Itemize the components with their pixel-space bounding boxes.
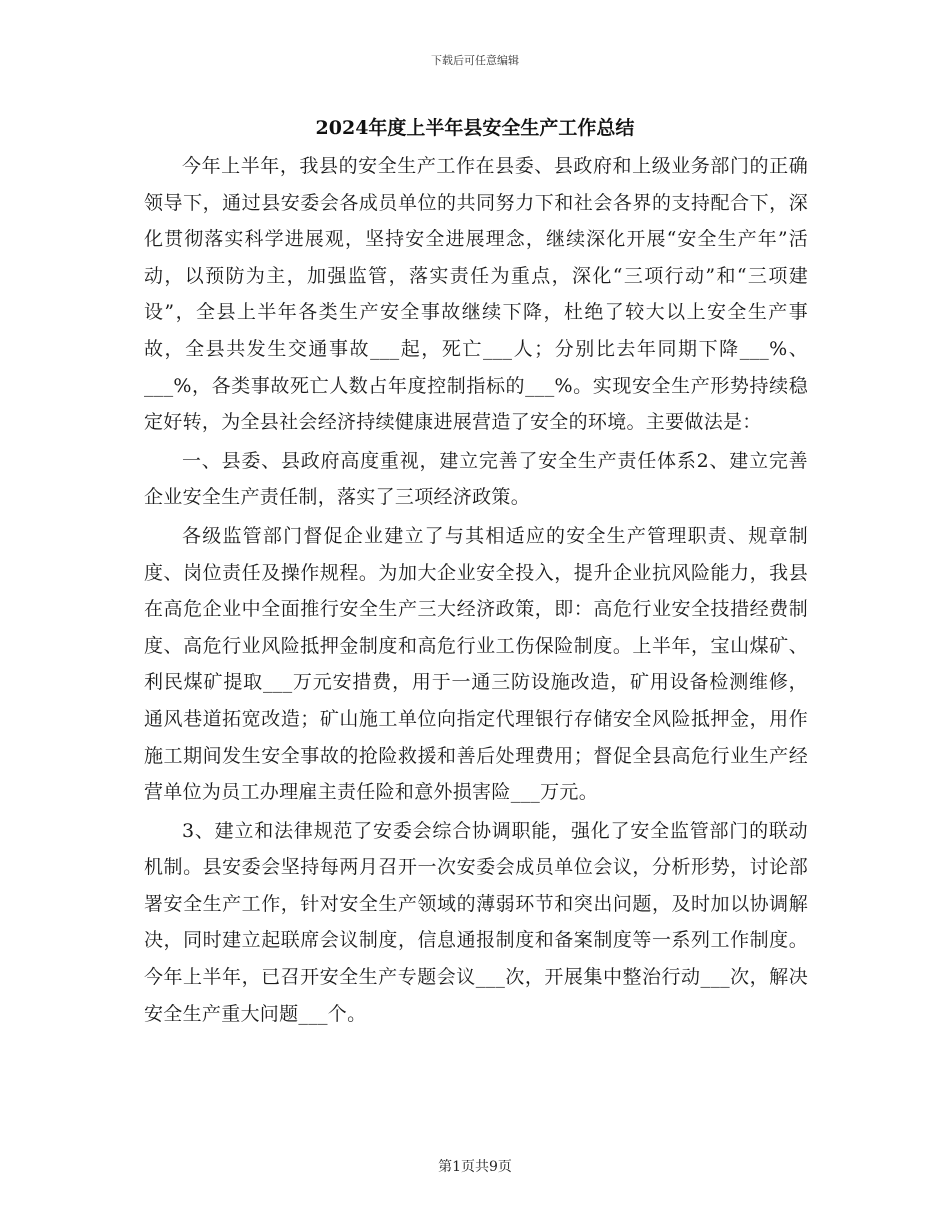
- paragraph-intro: 今年上半年，我县的安全生产工作在县委、县政府和上级业务部门的正确领导下，通过县安委会各成员单位的共同努力下和社会各界的支持配合下，深化贯彻落实科学进展观，坚持安全进展理念，继续深化开展“安全生产年”活动，以预防为主，加强监管，落实责任为重点，深化“三项行动”和“三项建设”，全县上半年各类生产安全事故继续下降，杜绝了较大以上安全生产事故，全县共发生交通事故___起，死亡___人；分别比去年同期下降___%、___%，各类事故死亡人数占年度控制指标的___%。实现安全生产形势持续稳定好转，为全县社会经济持续健康进展营造了安全的环境。主要做法是：: [144, 155, 808, 434]
- document-title: 2024年度上半年县安全生产工作总结: [315, 117, 635, 139]
- page-number: 第1页共9页: [438, 1159, 512, 1175]
- paragraph-section-3: 3、建立和法律规范了安委会综合协调职能，强化了安全监管部门的联动机制。县安委会坚持每两月召开一次安委会成员单位会议，分析形势，讨论部署安全生产工作，针对安全生产领域的薄弱环节和突出问题，及时加以协调解决，同时建立起联席会议制度，信息通报制度和备案制度等一系列工作制度。今年上半年，已召开安全生产专题会议___次，开展集中整治行动___次，解决安全生产重大问题___个。: [144, 819, 808, 1025]
- page-header-note: 下载后可任意编辑: [431, 54, 519, 67]
- paragraph-section-1: 一、县委、县政府高度重视，建立完善了安全生产责任体系2、建立完善企业安全生产责任制，落实了三项经济政策。: [144, 449, 808, 509]
- document-body: [144, 148, 808, 1034]
- paragraph-economic-policies: 各级监管部门督促企业建立了与其相适应的安全生产管理职责、规章制度、岗位责任及操作规程。为加大企业安全投入，提升企业抗风险能力，我县在高危企业中全面推行安全生产三大经济政策，即：高危行业安全技措经费制度、高危行业风险抵押金制度和高危行业工伤保险制度。上半年，宝山煤矿、利民煤矿提取___万元安措费，用于一通三防设施改造，矿用设备检测维修，通风巷道拓宽改造；矿山施工单位向指定代理银行存储安全风险抵押金，用作施工期间发生安全事故的抢险救援和善后处理费用；督促全县高危行业生产经营单位为员工办理雇主责任险和意外损害险___万元。: [144, 524, 808, 804]
